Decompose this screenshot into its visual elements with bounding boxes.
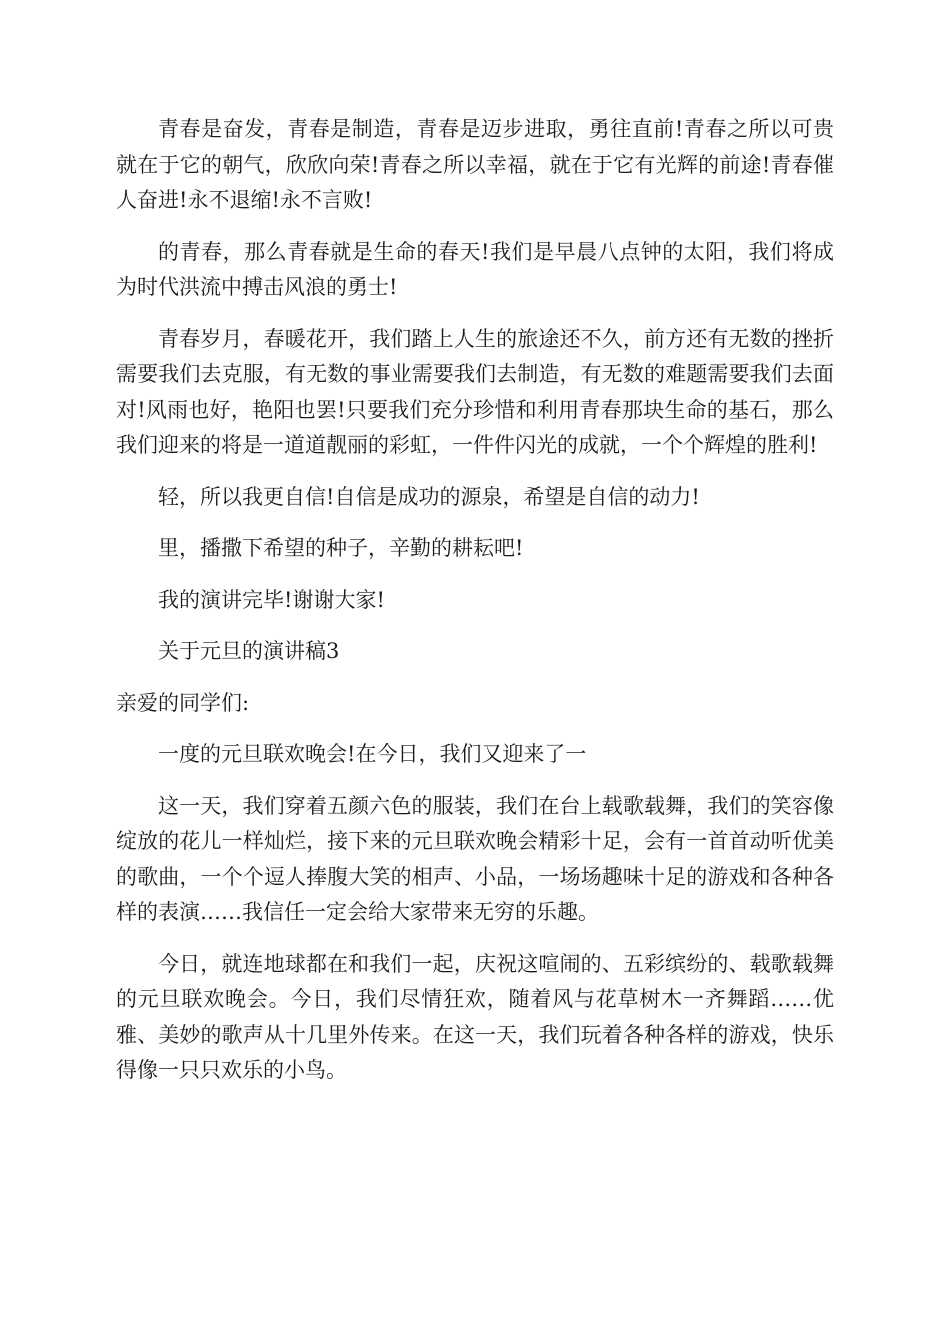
document-page — [116, 112, 834, 1105]
paragraph-youth-journey: 青春岁月，春暖花开，我们踏上人生的旅途还不久，前方还有无数的挫折需要我们去克服，有无数的事业需要我们去制造，有无数的难题需要我们去面对!风雨也好，艳阳也罢!只要我们充分珍惜和利用青春那块生命的基石，那么我们迎来的将是一道道靓丽的彩虹，一件件闪光的成就，一个个辉煌的胜利! — [116, 326, 834, 457]
salutation: 亲爱的同学们: — [116, 690, 250, 715]
section-heading: 关于元旦的演讲稿3 — [158, 639, 340, 663]
paragraph-speech-end: 我的演讲完毕!谢谢大家! — [158, 587, 385, 612]
paragraph-this-day: 这一天，我们穿着五颜六色的服装，我们在台上载歌载舞，我们的笑容像绽放的花儿一样灿烂，接下来的元旦联欢晚会精彩十足，会有一首首动听优美的歌曲，一个个逗人捧腹大笑的相声、小品，一场场趣味十足的游戏和各种各样的表演……我信任一定会给大家带来无穷的乐趣。 — [116, 793, 834, 924]
paragraph-youth-spirit: 青春是奋发，青春是制造，青春是迈步进取，勇往直前!青春之所以可贵就在于它的朝气，欣欣向荣!青春之所以幸福，就在于它有光辉的前途!青春催人奋进!永不退缩!永不言败! — [116, 117, 834, 212]
paragraph-celebration: 今日，就连地球都在和我们一起，庆祝这喧闹的、五彩缤纷的、载歌载舞的元旦联欢晚会。今日，我们尽情狂欢，随着风与花草树木一齐舞蹈……优雅、美妙的歌声从十几里外传来。在这一天，我们玩着各种各样的游戏，快乐得像一只只欢乐的小鸟。 — [116, 951, 834, 1082]
paragraph-confidence: 轻，所以我更自信!自信是成功的源泉，希望是自信的动力! — [158, 484, 700, 509]
paragraph-new-year-party: 一度的元旦联欢晚会!在今日，我们又迎来了一 — [158, 742, 587, 766]
paragraph-seeds-of-hope: 里，播撒下希望的种子，辛勤的耕耘吧! — [158, 536, 524, 560]
paragraph-youth-spring: 的青春，那么青春就是生命的春天!我们是早晨八点钟的太阳，我们将成为时代洪流中搏击风浪的勇士! — [116, 239, 834, 299]
